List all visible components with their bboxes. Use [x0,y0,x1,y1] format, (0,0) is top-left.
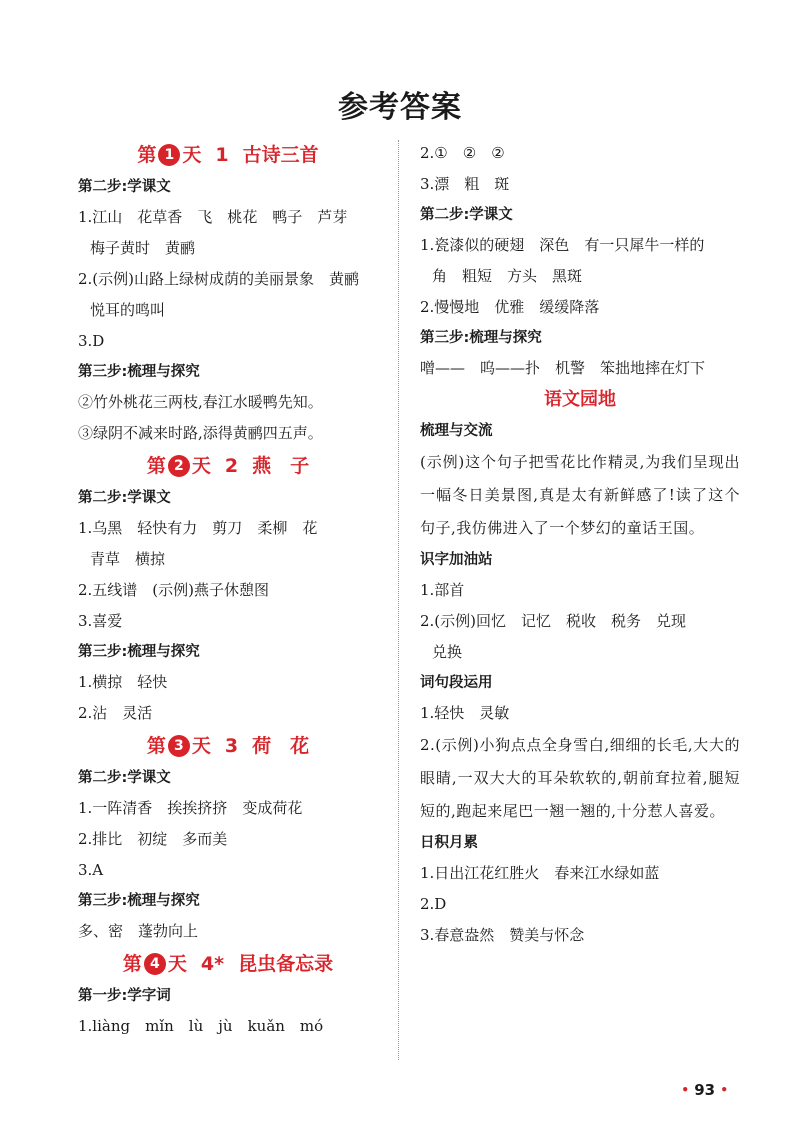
answer-line: 2.① ② ② [420,144,505,162]
answer-line: 梅子黄时 黄鹂 [90,239,196,257]
answer-paragraph: (示例)这个句子把雪花比作精灵,为我们呈现出一幅冬日美景图,真是太有新鲜感了!读了这个句子,我仿佛进入了一个梦幻的童话王国。 [420,453,740,537]
step-heading: 第二步:学课文 [420,207,513,223]
answer-line: 2.排比 初绽 多而美 [78,830,228,848]
answer-paragraph: 2.(示例)小狗点点全身雪白,细细的长毛,大大的眼睛,一双大大的耳朵软软的,朝前耷拉着,腿短短的,跑起来尾巴一翘一翘的,十分惹人喜爱。 [420,736,740,820]
step-heading: 第三步:梳理与探究 [78,893,200,909]
step-heading: 第一步:学字词 [78,988,171,1004]
answer-line: 噌—— 呜——扑 机警 笨拙地摔在灯下 [420,359,706,377]
day-2-heading: 第 2 天 2 燕 子 [146,455,310,477]
page-dot-right: • [720,1083,728,1097]
answer-line: 1.瓷漆似的硬翅 深色 有一只犀牛一样的 [420,236,705,254]
day-2-number-badge: 2 [168,455,190,477]
answer-line: ③绿阴不减来时路,添得黄鹂四五声。 [78,424,323,442]
step-heading: 第三步:梳理与探究 [420,330,542,346]
answer-line: 多、密 蓬勃向上 [78,922,199,940]
answer-line: ②竹外桃花三两枝,春江水暖鸭先知。 [78,393,323,411]
answer-line: 1.部首 [420,581,465,599]
answer-line: 3.喜爱 [78,612,123,630]
answer-line: 3.春意盎然 赞美与怀念 [420,926,585,944]
step-heading: 第三步:梳理与探究 [78,644,200,660]
day-4-number-badge: 4 [144,953,166,975]
answer-line: 3.D [78,332,105,350]
day-4-heading: 第 4 天 4* 昆虫备忘录 [122,953,334,975]
page-title: 参考答案 [338,90,462,125]
step-heading: 识字加油站 [420,552,493,568]
answer-line: 2.(示例)回忆 记忆 税收 税务 兑现 [420,612,687,630]
answer-line: 3.A [78,861,104,879]
day-3-heading: 第 3 天 3 荷 花 [146,735,310,757]
answer-line: 2.慢慢地 优雅 缓缓降落 [420,298,600,316]
answer-line: 悦耳的鸣叫 [90,301,166,319]
answer-line: 1.liàng mǐn lù jù kuǎn mó [78,1017,324,1035]
answer-line: 1.江山 花草香 飞 桃花 鸭子 芦芽 [78,208,348,226]
answer-line: 1.乌黑 轻快有力 剪刀 柔柳 花 [78,519,318,537]
answer-line: 2.D [420,895,447,913]
column-divider [398,140,399,1060]
step-heading: 第二步:学课文 [78,490,171,506]
answer-line: 2.(示例)山路上绿树成荫的美丽景象 黄鹂 [78,270,360,288]
answer-line: 2.沾 灵活 [78,704,153,722]
day-1-heading: 第 1 天 1 古诗三首 [137,144,319,166]
answer-line: 兑换 [432,643,463,661]
answer-line: 1.横掠 轻快 [78,673,168,691]
day-3-number-badge: 3 [168,735,190,757]
chinese-garden-heading: 语文园地 [544,389,616,410]
answer-line: 2.五线谱 (示例)燕子休憩图 [78,581,270,599]
step-heading: 第三步:梳理与探究 [78,364,200,380]
answer-line: 3.漂 粗 斑 [420,175,510,193]
page-number: • 93 • [681,1081,728,1099]
day-1-number-badge: 1 [158,144,180,166]
answer-line: 1.一阵清香 挨挨挤挤 变成荷花 [78,799,303,817]
step-heading: 梳理与交流 [420,423,493,439]
answer-line: 1.轻快 灵敏 [420,704,510,722]
page-dot-left: • [681,1083,689,1097]
step-heading: 第二步:学课文 [78,770,171,786]
answer-line: 青草 横掠 [90,550,166,568]
step-heading: 日积月累 [420,835,478,851]
right-column [420,138,740,951]
answer-line: 1.日出江花红胜火 春来江水绿如蓝 [420,864,660,882]
answer-line: 角 粗短 方头 黑斑 [432,267,583,285]
step-heading: 第二步:学课文 [78,179,171,195]
left-column [78,138,378,1042]
step-heading: 词句段运用 [420,675,493,691]
